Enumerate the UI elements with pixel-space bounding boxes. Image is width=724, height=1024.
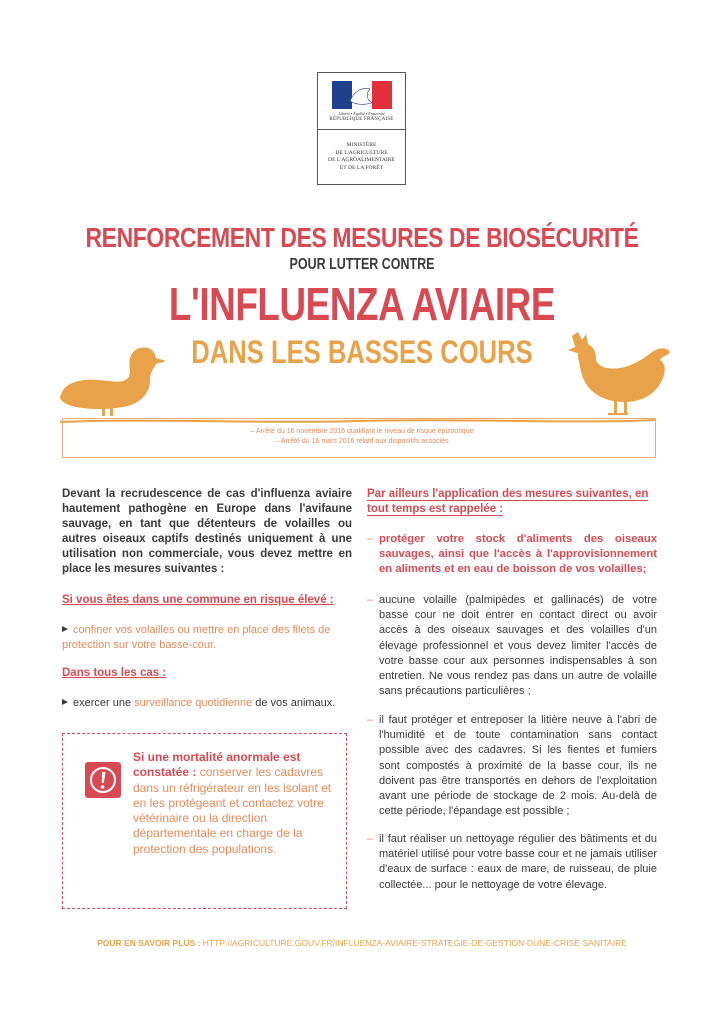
reference-2: – Arrêté du 16 mars 2016 relatif aux dispositifs associés (275, 438, 449, 445)
bullet-surveillance-pre: exercer une (73, 697, 132, 709)
duck-illustration (58, 344, 168, 422)
ministry-line-1: MINISTÈRE (346, 142, 377, 148)
bullet-surveillance-highlight: surveillance quotidienne (134, 697, 253, 709)
hen-illustration (566, 330, 672, 422)
measure-item-litter (367, 713, 657, 819)
subheading-high-risk: Si vous êtes dans une commune en risque élevé : (62, 594, 334, 606)
reference-1: – Arrêté du 16 novembre 2016 qualifiant le niveau de risque épizootique (250, 428, 474, 435)
exclamation-circle-icon (85, 762, 121, 798)
title-line-4: DANS LES BASSES COURS (191, 334, 533, 370)
dash-marker: – (367, 533, 374, 545)
bullet-surveillance-post: de vos animaux. (255, 697, 336, 709)
alert-heading: Si une mortalité anormale est constatée : (133, 750, 301, 780)
logo-ministry (318, 142, 405, 172)
bullet-arrow-icon (62, 626, 68, 632)
ministry-line-2: DE L'AGRICULTURE (335, 149, 388, 156)
alert-body: conserver les cadavres dans un réfrigérateur en les isolant et en les protégeant et contactez votre vétérinaire ou la direction départementale en charge de la protection des populations. (133, 765, 332, 856)
bullet-confine (62, 623, 352, 653)
bullet-surveillance (62, 697, 362, 709)
ministry-logo (317, 72, 406, 185)
footer-label: POUR EN SAVOIR PLUS : (97, 938, 201, 948)
marianne-flag-icon (332, 81, 392, 109)
measure-litter-text: il faut protéger et entreposer la litière neuve à l'abri de l'humidité et de toute contamination sans contact possible avec des cadavres. Si les fientes et fumiers sont compostés à proximité de la basse cour, ils ne doivent pas être transportés en dehors de l'exploitation avant une période de stockage de 2 mois. Au-delà de cette période, l'épandage est possible ; (379, 714, 657, 818)
alert-text (133, 750, 343, 857)
intro-paragraph: Devant la recrudescence de cas d'influenza aviaire hautement pathogène en Europe dans l'avifaune sauvage, en tant que détenteurs de volailles ou autres oiseaux captifs destinés uniquement à une utilisation non commerciale, vous devez mettre en place les mesures suivantes : (62, 488, 352, 575)
dash-marker: – (367, 714, 374, 726)
logo-separator (318, 129, 405, 130)
right-heading-text: Par ailleurs l'application des mesures suivantes, en tout temps est rappelée : (367, 488, 649, 515)
measure-cleaning-text: il faut réaliser un nettoyage régulier des bâtiments et du matériel utilisé pour votre basse cour et ne jamais utiliser d'eaux de surface : eaux de mare, de ruisseau, de pluie collectée... pour le nettoyage de votre élevage. (379, 833, 657, 891)
logo-republic: RÉPUBLIQUE FRANÇAISE (329, 117, 394, 122)
logo-motto: Liberté • Égalité • Fraternité (338, 111, 385, 116)
title-line-3: L'INFLUENZA AVIAIRE (168, 278, 556, 330)
ministry-line-3: DE L'AGROALIMENTAIRE (328, 157, 395, 164)
dash-marker: – (367, 833, 374, 845)
footer-url-link[interactable]: HTTP://AGRICULTURE.GOUV.FR/INFLUENZA-AVIAIRE-STRATEGIE-DE-GESTION-DUNE-CRISE-SANITAIRE (202, 938, 627, 948)
measure-item-contact (367, 593, 657, 699)
title-line-2: POUR LUTTER CONTRE (289, 256, 435, 273)
measure-item-stock (367, 532, 657, 578)
ministry-line-4: ET DE LA FORÊT (339, 164, 384, 171)
bullet-arrow-icon (62, 699, 68, 705)
subheading-all-cases: Dans tous les cas : (62, 667, 167, 679)
right-heading (367, 487, 657, 517)
measure-contact-text: aucune volaille (palmipèdes et gallinacés) de votre basse cour ne doit entrer en contact direct ou avoir accès à des oiseaux sauvages et des volailles d'un élevage professionnel et vous devez limiter l'accès de votre basse cour aux personnes indispensables à son entretien. Ne vous rendez pas dans un autre de volaille sans précautions particulières ; (379, 594, 657, 698)
measure-stock-text: protéger votre stock d'aliments des oiseaux sauvages, ainsi que l'accès à l'approvisionnement en aliments et en eau de boisson de vos volailles; (379, 533, 657, 576)
footer-more-info (0, 938, 724, 948)
measure-item-cleaning (367, 832, 657, 893)
title-line-1: RENFORCEMENT DES MESURES DE BIOSÉCURITÉ (85, 222, 639, 253)
bullet-confine-text: confiner vos volailles ou mettre en place des filets de protection sur votre basse-cour. (62, 624, 331, 651)
dash-marker: – (367, 594, 374, 606)
